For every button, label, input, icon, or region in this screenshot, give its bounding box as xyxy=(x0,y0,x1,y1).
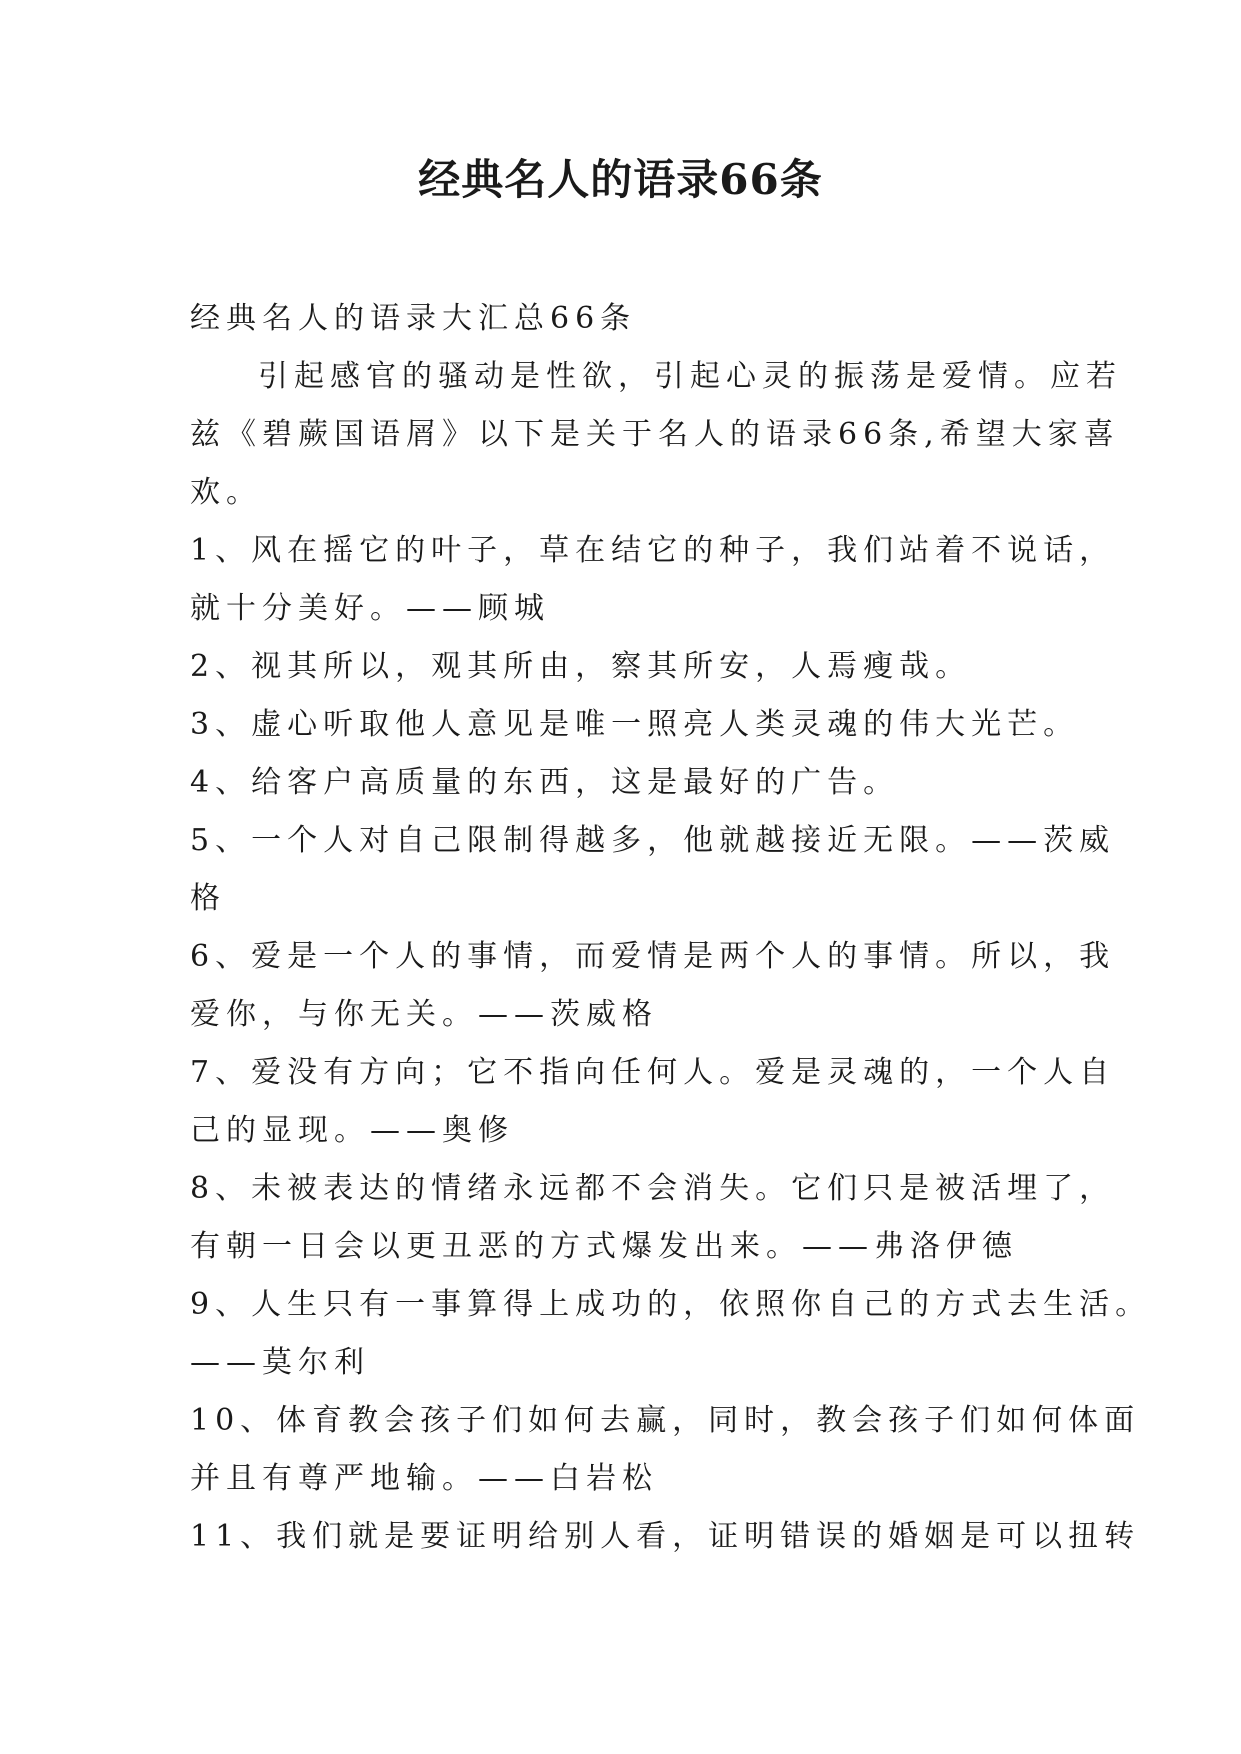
quote-line: 6、爱是一个人的事情，而爱情是两个人的事情。所以，我 xyxy=(190,939,1116,974)
intro-line: 欢。 xyxy=(190,475,262,510)
quote-line: 5、一个人对自己限制得越多，他就越接近无限。——茨威 xyxy=(190,823,1116,858)
quote-line: 就十分美好。——顾城 xyxy=(190,591,550,626)
quote-line: 1、风在摇它的叶子，草在结它的种子，我们站着不说话， xyxy=(190,533,1116,568)
quote-line: 格 xyxy=(190,881,226,916)
quote-line: 有朝一日会以更丑恶的方式爆发出来。——弗洛伊德 xyxy=(190,1229,1018,1264)
document-subtitle: 经典名人的语录大汇总66条 xyxy=(190,301,637,336)
quote-line: 2、视其所以，观其所由，察其所安，人焉瘦哉。 xyxy=(190,649,972,684)
quote-line: 7、爱没有方向；它不指向任何人。爱是灵魂的，一个人自 xyxy=(190,1055,1116,1090)
quote-line: 4、给客户高质量的东西，这是最好的广告。 xyxy=(190,765,900,800)
quote-line: 爱你，与你无关。——茨威格 xyxy=(190,997,658,1032)
document-title: 经典名人的语录66条 xyxy=(418,155,823,204)
quote-line: 10、体育教会孩子们如何去赢，同时，教会孩子们如何体面 xyxy=(190,1403,1141,1438)
quote-line: ——莫尔利 xyxy=(190,1345,370,1380)
document-body xyxy=(190,290,1152,1566)
quote-line: 8、未被表达的情绪永远都不会消失。它们只是被活埋了， xyxy=(190,1171,1116,1206)
quote-line: 并且有尊严地输。——白岩松 xyxy=(190,1461,658,1496)
quote-line: 3、虚心听取他人意见是唯一照亮人类灵魂的伟大光芒。 xyxy=(190,707,1080,742)
intro-line: 引起感官的骚动是性欲，引起心灵的振荡是爱情。应若 xyxy=(258,359,1122,394)
quote-line: 11、我们就是要证明给别人看，证明错误的婚姻是可以扭转 xyxy=(190,1519,1141,1554)
intro-line: 兹《碧蕨国语屑》以下是关于名人的语录66条,希望大家喜 xyxy=(190,417,1120,452)
quote-line: 己的显现。——奥修 xyxy=(190,1113,514,1148)
quote-line: 9、人生只有一事算得上成功的，依照你自己的方式去生活。 xyxy=(190,1287,1152,1322)
